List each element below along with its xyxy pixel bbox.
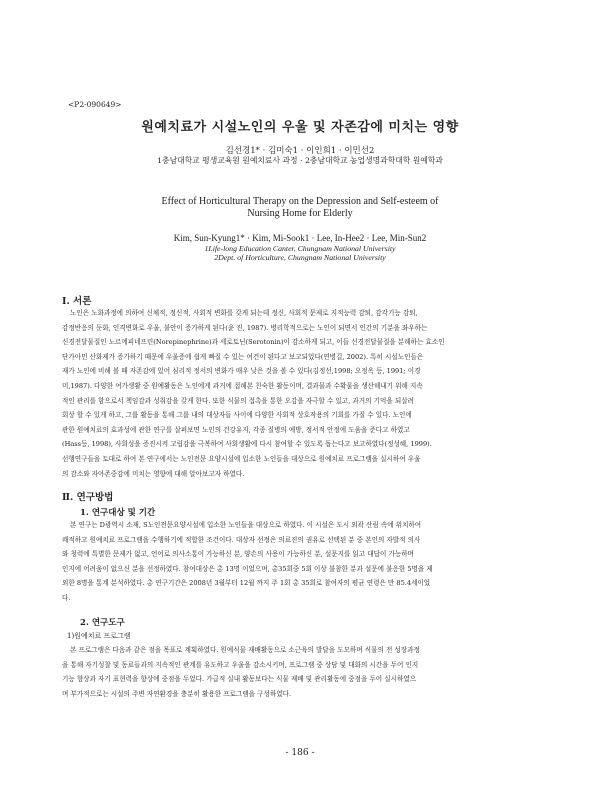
paragraph-line: 기능 향상과 자기 표현력을 향상에 중점을 두었다. 가급적 실내 활동보다는 식물 재배 및 관리활동에 중점을 두어 실시하였으: [62, 675, 417, 684]
paragraph-line: 관한 원예치료의 효과성에 관한 연구를 살펴보면 노인의 건강유지, 각종 질병의 예방, 정서적 안정에 도움을 준다고 하였고: [62, 425, 410, 434]
paragraph-line: (Hass등, 1998), 사회성을 증진시켜 고립감을 극복하여 사회생활에 다시 참여할 수 있도록 돕는다고 보고하였다(정성혜, 1999).: [62, 440, 432, 449]
title-korean: 원예치료가 시설노인의 우울 및 자존감에 미치는 영향: [141, 120, 459, 135]
paragraph-line: 본 프로그램은 다음과 같은 점을 목표로 계획하였다. 원예식물 재배활동으로 소근육의 발달을 도모하며 식물의 전 성장과정: [70, 646, 420, 654]
paragraph-line: 적인 관리를 함으로서 책임감과 성취감을 갖게 한다. 또한 식물의 접촉을 통한 오감을 자극할 수 있고, 과거의 기억을 되살려: [62, 396, 414, 405]
paragraph-line: 노인은 노화과정에 의하여 신체적, 정신적, 사회적 변화를 갖게 되는데 정신, 사회적 문제로 지적능력 감퇴, 감각기능 감퇴,: [70, 309, 418, 317]
affiliation-english-1: 1Life-long Education Canter, Chungnam National University: [204, 244, 396, 253]
paragraph-line: 감정반응의 둔화, 인격변화로 우울, 불안이 증가하게 된다(윤 진, 1987). 병리학적으로는 노인이 되면서 인간의 기분을 좌우하는: [62, 323, 428, 332]
paragraph-line: 인지에 어려움이 없으신 분을 선정하였다. 참여대상은 총 13명 이었으며, 총35회중 5회 이상 불참한 분과 설문에 불응한 5명을 제: [62, 564, 433, 573]
authors-english: Kim, Sun-Kyung1* · Kim, Mi-Sook1 · Lee, In-Hee2 · Lee, Min-Sun2: [173, 233, 427, 243]
paper-code: <P2-090649>: [68, 100, 122, 109]
subsubsection-heading-program: 1)원예치료 프로그램: [67, 632, 131, 640]
paragraph-line: 와 청력에 특별한 문제가 없고, 언어로 의사소통이 가능하신 분, 양손의 사용이 가능하신 분, 설문지를 읽고 대답이 가능하며: [62, 550, 414, 559]
paragraph-line: 선행연구들을 토대로 하여 본 연구에서는 노인전문 요양시설에 입소한 노인들을 대상으로 원예치료 프로그램을 실시하여 우울: [62, 454, 421, 463]
section-heading-methods: Ⅱ. 연구방법: [62, 492, 114, 503]
subsection-heading-subjects: 1. 연구대상 및 기간: [80, 508, 156, 518]
authors-korean: 김선경1* · 김미숙1 · 이인희1 · 이민선2: [225, 146, 375, 156]
paragraph-line: 미,1987). 다양한 여가생활 중 원예활동은 노인에게 과거에 접해본 친숙한 활동이며, 결과물과 수확물을 생산해내기 위해 지속: [62, 381, 423, 390]
paragraph-line: 외한 8명을 통계 분석하였다. 총 연구기간은 2008년 3월부터 12월 까지 주 1회 총 35회로 참여자의 평균 연령은 만 85.4세이었: [62, 579, 431, 588]
paragraph-line: 다.: [62, 593, 71, 602]
affiliation-korean: 1충남대학교 평생교육원 원예치료사 과정 · 2충남대학교 농업생명과학대학 원예학과: [157, 156, 443, 165]
paragraph-line: 회상 할 수 있게 하고, 그룹 활동을 통해 그룹 내의 대상자들 사이에 다양한 사회적 상호작용의 기회를 가질 수 있다. 노인에: [62, 411, 412, 420]
introduction-paragraph: [62, 306, 540, 481]
paragraph-line: 단가아민 산화제가 증가하기 때문에 우울증에 쉽게 빠질 수 있는 여건이 된다고 보고되었다(연병길, 2002). 특히 시설노인들은: [62, 352, 424, 361]
subjects-paragraph: [62, 518, 540, 606]
title-english: [80, 196, 520, 220]
paragraph-line: 본 연구는 D광역시 소재, S노인전문요양시설에 입소한 노인들을 대상으로 하였다. 이 시설은 도시 외곽 산림 속에 위치하여: [70, 521, 422, 529]
title-english-line-1: Effect of Horticultural Therapy on the Depression and Self-esteem of: [161, 196, 439, 207]
title-english-line-2: Nursing Home for Elderly: [247, 208, 353, 219]
program-paragraph: [62, 643, 540, 701]
affiliation-english-2: 2Dept. of Horticulture, Chungnam National University: [214, 253, 386, 262]
paragraph-line: 재가 노인에 비해 볼 때 자존감에 있어 심리적 정서의 변화가 매우 낮은 것을 볼 수 있다(김정선,1998; 오정옥 등, 1991; 이경: [62, 367, 421, 376]
paragraph-line: 며 부가적으로는 시설의 주변 자연환경을 충분히 활용한 프로그램을 구성하였다.: [62, 689, 292, 698]
section-heading-introduction: Ⅰ. 서론: [62, 296, 92, 307]
paragraph-line: 의 감소와 자아존중감에 미치는 영향에 대해 알아보고자 하였다.: [62, 469, 245, 478]
page-number: - 186 -: [285, 748, 315, 758]
subsection-heading-tools: 2. 연구도구: [80, 618, 125, 628]
paragraph-line: 쾌적하고 원예치료 프로그램을 수행하기에 적합한 조건이다. 대상자 선정은 의료진의 권유로 선택된 분 중 본인의 자발적 의사: [62, 535, 421, 544]
paragraph-line: 신경전달물질인 노르에피네프린(Norepinephrine)과 세로토닌(Serotonin)이 감소하게 되고, 이들 신경전달물질을 분해하는 효소인: [62, 338, 445, 347]
paragraph-line: 을 통해 자기성찰 및 동료들과의 지속적인 관계를 유도하고 우울을 감소시키며, 프로그램 중 상담 및 대화의 시간을 두어 인지: [62, 660, 419, 669]
